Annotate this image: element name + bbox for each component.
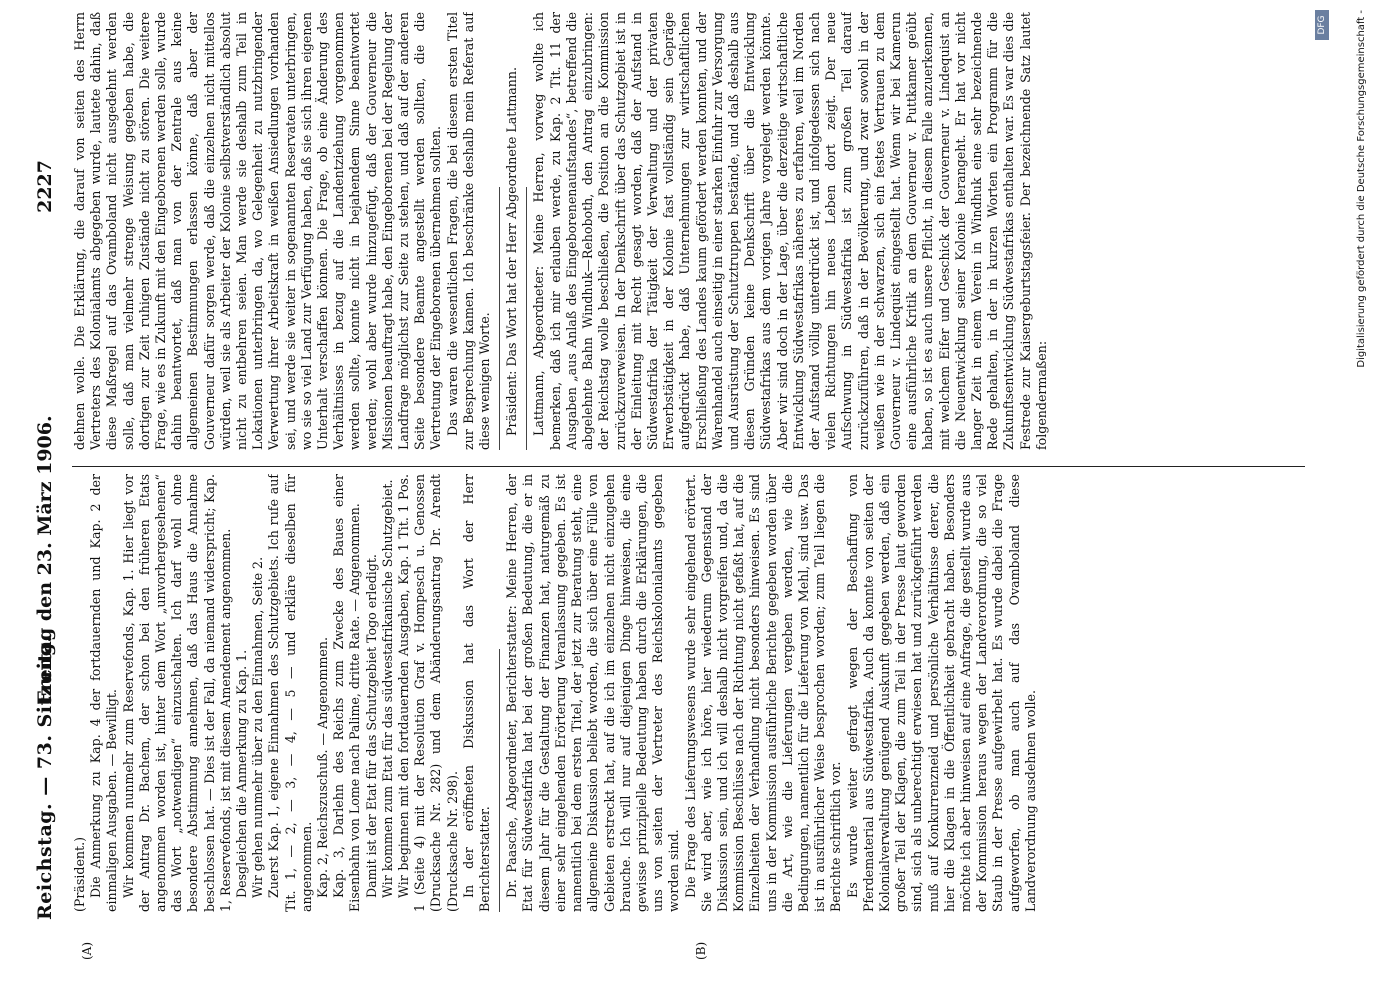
paragraph: Die Frage des Lieferungswesens wurde sehr eingehend erörtert. Sie wird aber, wie ich höre, hier wiederum Gegenstand der Diskussion sein, und ich will deshalb nicht vorgreifen und, da die Kommission Beschlüsse nach der Richtung nicht gefaßt hat, auf die Einzelheiten der Verhandlung nicht besonders hinweisen. Es sind uns in der Kommission ausführliche Berichte gegeben worden über die Art, wie die Lieferungen vergeben werden, wie die Bedingungen, namentlich für die Lieferung von Mehl, sind usw. Das ist in ausführlicher Weise besprochen worden; zum Teil liegen die Berichte schriftlich vor. (682, 474, 844, 912)
paragraph: Kap. 2, Reichszuschuß. — Angenommen. (315, 637, 331, 898)
paragraph: Desgleichen die Anmerkung zu Kap. 1. (234, 649, 250, 898)
section-divider (499, 187, 500, 450)
page-number: 2227 (34, 160, 56, 213)
paragraph: dehnen wolle. Die Erklärung, die darauf von seiten des Herrn Vertreters des Kolonialamts abgegeben wurde, lautete dahin, daß diese Maßregel auf das Ovamboland nicht ausgedehnt werden solle, daß man vielmehr strenge Weisung gegeben habe, die dortigen zur Zeit ruhigen Zustände nicht zu stören. Die weitere Frage, wie es in Zukunft mit den Eingeborenen werden solle, wurde dahin beantwortet, daß man von der Zentrale aus keine allgemeinen Bestimmungen erlassen könne, daß aber der Gouverneur dafür sorgen werde, daß die einzelnen nicht mittellos würden, weil sie als Arbeiter der Kolonie selbstverständlich absolut nicht zu entbehren seien. Man werde sie deshalb zum Teil in Lokationen unterbringen da, wo Gelegenheit zu nutzbringender Verwertung ihrer Arbeitskraft in weißen Ansiedlungen vorhanden sei, und werde sie weiter in sogenannten Reservaten unterbringen, wo sie so viel Land zur Verfügung haben, daß sie sich ihren eigenen Unterhalt verschaffen können. Die Frage, ob eine Änderung des Verhältnisses in bezug auf die Landentziehung vorgenommen werden sollte, konnte nicht in bejahendem Sinne beantwortet werden; wohl aber wurde hinzugefügt, daß der Gouverneur die Missionen beauftragt habe, den Eingeborenen bei der Regelung der Landfrage möglichst zur Seite zu stehen, und daß auf der anderen Seite besondere Beamte angestellt werden sollten, die die Vertretung der Eingeborenen übernehmen sollten. (72, 12, 444, 450)
paragraph: Wir kommen zum Etat für das südwestafrikanische Schutzgebiet. (379, 479, 395, 898)
section-divider (499, 649, 500, 912)
credit-area (1317, 0, 1373, 1000)
dfg-logo: DFG (1315, 10, 1329, 40)
paragraph: Präsident: Das Wort hat der Herr Abgeordnete Lattmann. (504, 66, 520, 436)
paragraph: Wir kommen nunmehr zum Reservefonds, Kap. 1. Hier liegt vor der Antrag Dr. Bachem, der schon bei den früheren Etats angenommen worden ist, hinter dem Wort „unvorhergesehenen“ das Wort „notwendigen“ einzuschalten. Ich darf wohl ohne besondere Abstimmung annehmen, daß das Haus die Annahme beschlossen hat. — Dies ist der Fall, da niemand widerspricht; Kap. 1, Reservefonds, ist mit diesem Amendement angenommen. (120, 474, 233, 912)
paragraph: Das waren die wesentlichen Fragen, die bei diesem ersten Titel zur Besprechung kamen. Ich beschränke deshalb mein Referat auf diese wenigen Worte. (444, 12, 493, 450)
page-body (72, 12, 1305, 960)
column-rule (72, 466, 1305, 467)
paragraph: Wir gehen nunmehr über zu den Einnahmen, Seite 2. (250, 556, 266, 898)
paragraph: Wir beginnen mit den fortdauernden Ausgaben, Kap. 1 Tit. 1 Pos. 1 (Seite 4) mit der Resolution Graf v. Hompesch u. Genossen (Drucksache Nr. 282) und dem Abänderungsantrag Dr. Arendt (Drucksache Nr. 298). (396, 474, 460, 912)
page-header (24, 160, 64, 960)
paragraph: (Präsident.) (72, 836, 87, 912)
paragraph: Es wurde weiter gefragt wegen der Beschaffung von Pferdematerial aus Südwestafrika. Auch da konnte von seiten der Kolonialverwaltung genügend Auskunft gegeben werden, daß ein großer Teil der Klagen, die zum Teil in der Presse laut geworden sind, sich als unberechtigt erwiesen hat und zurückgeführt werden muß auf Konkurrenzneid und persönliche Verhältnisse derer, die hier die Klagen in die Öffentlichkeit gebracht haben. Besonders möchte ich aber hinweisen auf eine Anfrage, die gestellt wurde aus der Kommission heraus wegen der Landverordnung, die so viel Staub in der Presse aufgewirbelt hat. Es wurde dabei die Frage aufgeworfen, ob man auch auf das Ovamboland diese Landverordnung ausdehnen wolle. (844, 474, 1038, 912)
header-left: Reichstag. — 73. Sitzung. (34, 635, 56, 920)
paragraph: Lattmann, Abgeordneter: Meine Herren, vorweg wollte ich bemerken, daß ich mir erlauben werde, zu Kap. 2 Tit. 11 der Ausgaben „aus Anlaß des Eingeborenenaufstandes“, betreffend die abgelehnte Bahn Windhuk—Rehoboth, den Antrag einzubringen: der Reichstag wolle beschließen, die Position an die Kommission zurückzuverweisen. In der Denkschrift über das Schutzgebiet ist in der Einleitung mit Recht gesagt worden, daß der Aufstand in Südwestafrika der Tätigkeit der Verwaltung und der privaten Erwerbstätigkeit in der Kolonie fast vollständig sein Gepräge aufgedrückt habe, daß Unternehmungen zur wirtschaftlichen Erschließung des Landes kaum gefördert werden konnten, und der Warenhandel auch einseitig in einer starken Einfuhr zur Versorgung und Ausrüstung der Schutztruppen bestände, und daß deshalb aus diesen Gründen keine Denkschrift über die Entwicklung Südwestafrikas aus dem vorigen Jahre vorgelegt werden könnte. Aber wir sind doch in der Lage, über die derzeitige wirtschaftliche Entwicklung Südwestafrikas näheres zu erfahren, weil im Norden der Aufstand völlig unterdrückt ist, und infolgedessen sich nach vielen Richtungen hin neues Leben dort zeigt. Der neue Aufschwung in Südwestafrika ist zum großen Teil darauf zurückzuführen, daß in der Bevölkerung, und zwar sowohl in der weißen wie in der schwarzen, sich ein festes Vertrauen zu dem Gouverneur v. Lindequist eingestellt hat. Wenn wir bei Kamerun eine ausführliche Kritik an dem Gouverneur v. Puttkamer geübt haben, so ist es auch unsere Pflicht, in diesem Falle anzuerkennen, mit welchem Eifer und Geschick der Gouverneur v. Lindequist an die Neuentwicklung seiner Kolonie herangeht. Er hat vor nicht langer Zeit in einem Verein in Windhuk eine sehr bezeichnende Rede gehalten, in der in kurzen Worten ein Programm für die Zukunftsentwicklung Südwestafrikas enthalten war. Es war dies die Festrede zur Kaisergeburtstagsfeier. Der bezeichnende Satz lautet folgendermaßen: (531, 12, 1049, 450)
paragraph: In der eröffneten Diskussion hat das Wort der Herr Berichterstatter. (460, 474, 493, 912)
paragraph: Damit ist der Etat für das Schutzgebiet Togo erledigt. (363, 554, 379, 898)
paragraph: Kap. 3, Darlehn des Reichs zum Zwecke des Baues einer Eisenbahn von Lome nach Palime, dritte Rate. — Angenommen. (331, 474, 363, 912)
paragraph: Dr. Paasche, Abgeordneter, Berichterstatter: Meine Herren, der Etat für Südwestafrika hat bei der großen Bedeutung, die er in diesem Jahr für die Gestaltung der Finanzen hat, naturgemäß zu einer sehr eingehenden Erörterung Veranlassung gegeben. Es ist namentlich bei dem ersten Titel, der jetzt zur Beratung steht, eine allgemeine Diskussion beliebt worden, die sich über eine Fülle von Gebieten erstreckt hat, auf die ich im einzelnen nicht einzugehen brauche. Ich will nur auf diejenigen Dinge hinweisen, die eine gewisse prinzipielle Bedeutung haben durch die Erklärungen, die uns von seiten der Vertreter des Reichskolonialamts gegeben worden sind. (504, 474, 682, 912)
paragraph: Zuerst Kap. 1, eigene Einnahmen des Schutzgebiets. Ich rufe auf Tit. 1, — 2, — 3, — 4, — 5 — und erkläre dieselben für angenommen. (266, 474, 314, 912)
section-divider (526, 187, 527, 450)
paragraph: Die Anmerkung zu Kap. 4 der fortdauernden und Kap. 2 der einmaligen Ausgaben. — Bewilligt. (88, 474, 120, 912)
header-date: Freitag den 23. März 1906. (34, 415, 56, 705)
right-column (72, 12, 1305, 450)
digitization-credit: Digitalisierung gefördert durch die Deutsche Forschungsgemeinschaft - (1356, 10, 1367, 368)
margin-label-b: (B) (694, 941, 708, 960)
margin-label-a: (A) (80, 941, 94, 960)
left-column (72, 474, 1305, 912)
